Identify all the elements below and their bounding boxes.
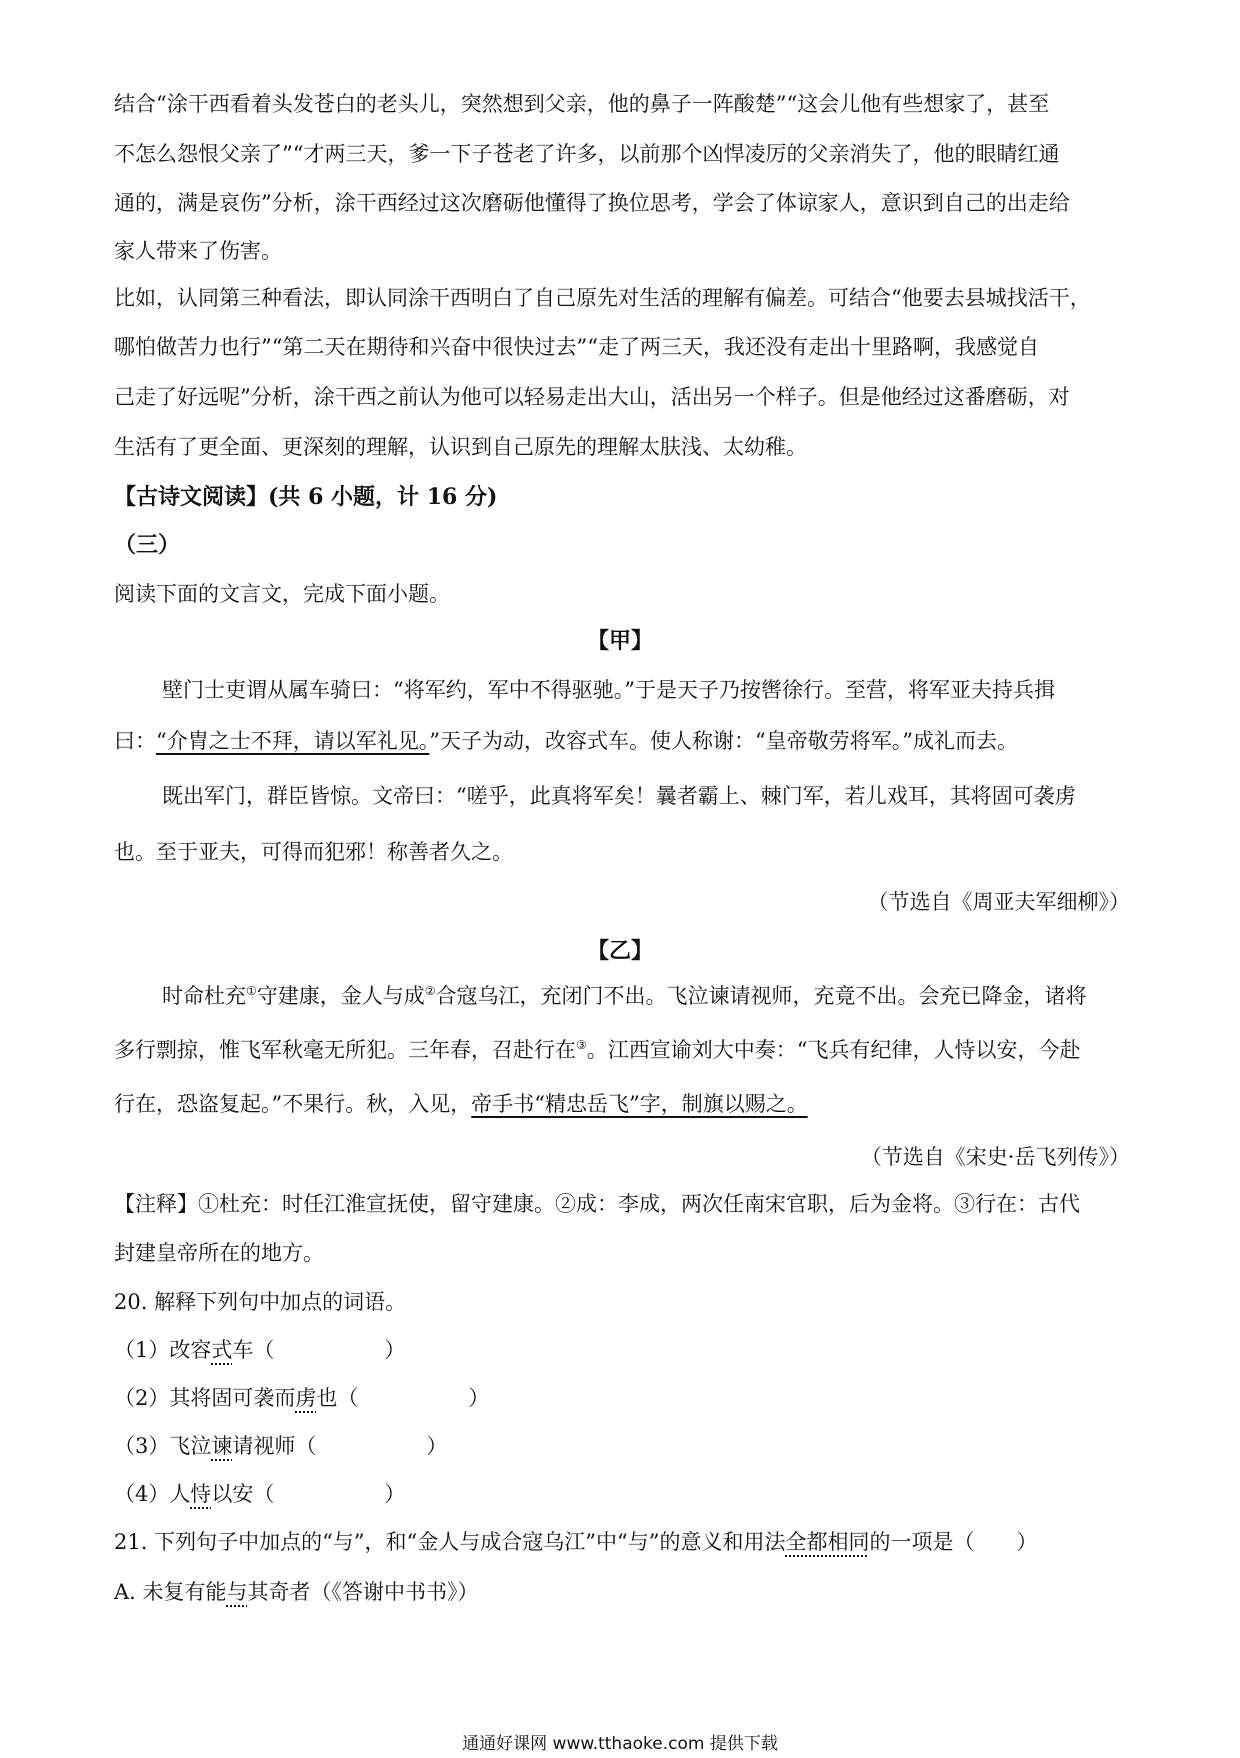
item-text: 改容 bbox=[169, 1338, 212, 1362]
passage-yi-label: 【乙】 bbox=[586, 938, 653, 964]
question-20-item bbox=[114, 1480, 405, 1508]
instruction-text: 阅读下面的文言文，完成下面小题。 bbox=[114, 582, 450, 606]
item-text: 以安（ bbox=[211, 1482, 275, 1506]
passage-text: ”天子为动，改容式车。使人称谢：“皇帝敬劳将军。”成礼而去。 bbox=[429, 729, 1018, 753]
item-number: （4） bbox=[114, 1482, 170, 1506]
section-subheading: （三） bbox=[114, 532, 181, 558]
question-20-stem: 20. 解释下列句中加点的词语。 bbox=[114, 1290, 407, 1314]
item-text: ） bbox=[384, 1338, 406, 1362]
question-20-item bbox=[114, 1384, 489, 1412]
note-marker: ③ bbox=[576, 1038, 587, 1052]
question-20-item bbox=[114, 1432, 447, 1460]
item-text: ） bbox=[384, 1482, 406, 1506]
question-text: 的一项是（ ） bbox=[869, 1530, 1038, 1554]
item-number: （3） bbox=[114, 1434, 170, 1458]
analysis-line: 生活有了更全面、更深刻的理解，认识到自己原先的理解太肤浅、太幼稚。 bbox=[114, 435, 807, 459]
analysis-line: 不怎么怨恨父亲了”“才两三天，爹一下子苍老了许多，以前那个凶悍凌厉的父亲消失了，他的眼睛红通 bbox=[114, 142, 1060, 166]
passage-yi-line bbox=[162, 982, 1087, 1010]
passage-yi-source: （节选自《宋史·岳飞列传》） bbox=[860, 1145, 1130, 1169]
analysis-line: 家人带来了伤害。 bbox=[114, 239, 282, 263]
section-heading: 【古诗文阅读】(共 6 小题，计 16 分) bbox=[114, 484, 498, 510]
question-21-option-a[interactable] bbox=[114, 1578, 479, 1606]
note-marker: ① bbox=[246, 984, 257, 998]
passage-jia-source: （节选自《周亚夫军细柳》） bbox=[867, 890, 1130, 914]
item-number: （1） bbox=[114, 1338, 170, 1362]
option-text: A. 未复有能 bbox=[114, 1580, 227, 1604]
passage-jia-line: 壁门士吏谓从属车骑曰：“将军约，军中不得驱驰。”于是天子乃按辔徐行。至营，将军亚夫持兵揖 bbox=[162, 678, 1055, 702]
option-text: 其奇者（《答谢中书书》） bbox=[247, 1580, 479, 1604]
page-footer: 通通好课网 www.tthaoke.com 提供下载 bbox=[462, 1734, 778, 1754]
passage-jia-line bbox=[114, 727, 1018, 755]
passage-text: 行在，恐盗复起。”不果行。秋，入见， bbox=[114, 1092, 472, 1116]
dotted-word: 式 bbox=[211, 1338, 233, 1362]
dotted-word: 恃 bbox=[190, 1482, 212, 1506]
analysis-line: 己走了好远呢”分析，涂干西之前认为他可以轻易走出大山，活出另一个样子。但是他经过这番磨砺，对 bbox=[114, 385, 1070, 409]
dotted-word: 谏 bbox=[211, 1434, 233, 1458]
note-marker: ② bbox=[424, 984, 436, 998]
underlined-sentence: “介胄之士不拜，请以军礼见。 bbox=[156, 729, 430, 753]
question-21-stem bbox=[114, 1528, 1038, 1556]
item-text: ） bbox=[426, 1434, 448, 1458]
item-text: 也（ bbox=[316, 1386, 359, 1410]
analysis-line: 哪怕做苦力也行”“第二天在期待和兴奋中很快过去”“走了两三天，我还没有走出十里路啊，我感觉自 bbox=[114, 335, 1039, 359]
passage-text: 曰： bbox=[114, 729, 156, 753]
question-text: 21. 下列句子中加点的“与”，和“金人与成合寇乌江”中“与”的意义和用法 bbox=[114, 1530, 786, 1554]
analysis-line: 比如，认同第三种看法，即认同涂干西明白了自己原先对生活的理解有偏差。可结合“他要去县城找活干， bbox=[114, 286, 1091, 310]
dotted-word: 与 bbox=[226, 1580, 248, 1604]
item-text: 其将固可袭而 bbox=[169, 1386, 296, 1410]
notes-line: 封建皇帝所在的地方。 bbox=[114, 1241, 324, 1265]
item-text: ） bbox=[468, 1386, 490, 1410]
passage-jia-label: 【甲】 bbox=[586, 628, 653, 654]
analysis-line: 结合“涂干西看着头发苍白的老头儿，突然想到父亲，他的鼻子一阵酸楚”“这会儿他有些想家了，甚至 bbox=[114, 92, 1050, 116]
notes-line: 【注释】①杜充：时任江淮宣抚使，留守建康。②成：李成，两次任南宋官职，后为金将。③行在：古代 bbox=[114, 1192, 1080, 1216]
passage-text: 。江西宣谕刘大中奏：“飞兵有纪律，人恃以安，今赴 bbox=[586, 1038, 1081, 1062]
passage-jia-line: 既出军门，群臣皆惊。文帝曰：“嗟乎，此真将军矣！曩者霸上、棘门军，若儿戏耳，其将固可袭虏 bbox=[162, 784, 1076, 808]
item-text: 车（ bbox=[232, 1338, 275, 1362]
question-20-item bbox=[114, 1336, 405, 1364]
item-text: 飞泣 bbox=[169, 1434, 212, 1458]
underlined-sentence: 帝手书“精忠岳飞”字，制旗以赐之。 bbox=[471, 1092, 808, 1116]
item-text: 请视师（ bbox=[232, 1434, 317, 1458]
passage-yi-line bbox=[114, 1090, 808, 1118]
passage-yi-line bbox=[114, 1036, 1081, 1064]
passage-text: 守建康，金人与成 bbox=[256, 984, 425, 1008]
item-text: 人 bbox=[169, 1482, 191, 1506]
dotted-word: 虏 bbox=[295, 1386, 317, 1410]
analysis-line: 通的，满是哀伤”分析，涂干西经过这次磨砺他懂得了换位思考，学会了体谅家人，意识到自己的出走给 bbox=[114, 191, 1070, 215]
passage-text: 合寇乌江，充闭门不出。飞泣谏请视师，充竟不出。会充已降金，诸将 bbox=[435, 984, 1087, 1008]
dotted-word: 全都相同 bbox=[785, 1530, 870, 1554]
item-number: （2） bbox=[114, 1386, 170, 1410]
passage-text: 多行剽掠，惟飞军秋毫无所犯。三年春，召赴行在 bbox=[114, 1038, 576, 1062]
passage-jia-line: 也。至于亚夫，可得而犯邪！称善者久之。 bbox=[114, 840, 513, 864]
passage-text: 时命杜充 bbox=[162, 984, 246, 1008]
